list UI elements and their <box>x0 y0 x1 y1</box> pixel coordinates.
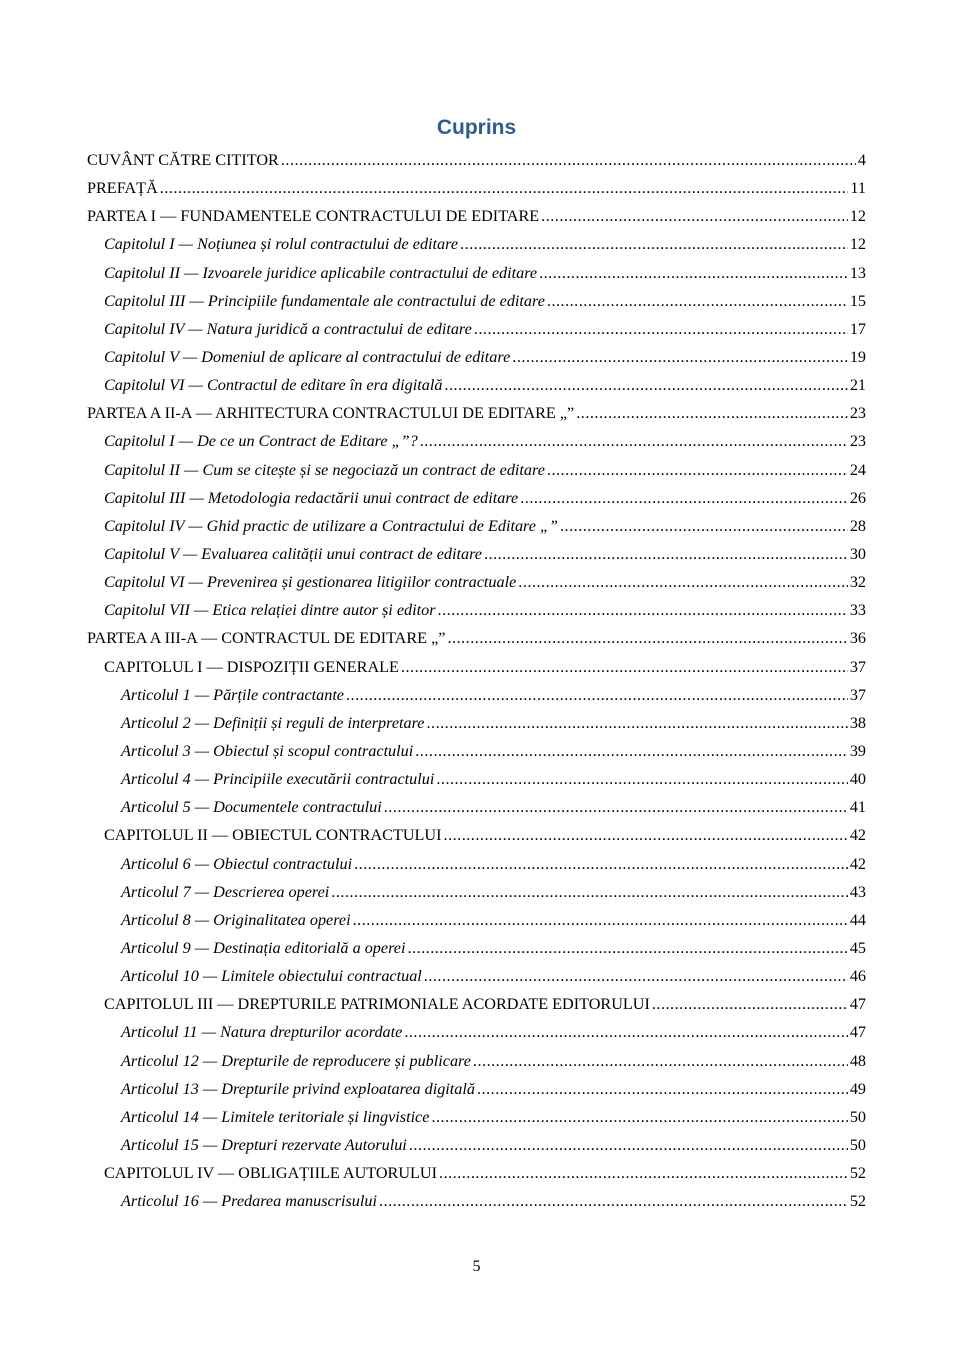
toc-dot-leader <box>407 934 847 962</box>
toc-entry-label: PARTEA A II-A — ARHITECTURA CONTRACTULUI DE EDITARE „” <box>87 404 575 423</box>
toc-entry[interactable] <box>87 1159 866 1187</box>
toc-entry-page: 30 <box>849 544 866 563</box>
toc-dot-leader <box>484 540 848 568</box>
toc-entry-label: Articolul 4 — Principiile executării contractului <box>121 770 435 789</box>
toc-entry-label: Articolul 16 — Predarea manuscrisului <box>121 1192 377 1211</box>
toc-entry-label: CAPITOLUL III — DREPTURILE PATRIMONIALE ACORDATE EDITORULUI <box>104 995 650 1014</box>
toc-entry-page: 36 <box>849 629 866 648</box>
toc-entry-label: Capitolul VI — Prevenirea și gestionarea litigiilor contractuale <box>104 573 517 592</box>
toc-dot-leader <box>420 427 848 455</box>
toc-entry-page: 26 <box>849 488 866 507</box>
toc-entry-label: Articolul 7 — Descrierea operei <box>121 882 330 901</box>
table-of-contents <box>87 146 866 1215</box>
toc-entry-label: Capitolul V — Evaluarea calității unui contract de editare <box>104 544 482 563</box>
toc-dot-leader <box>409 1131 848 1159</box>
toc-entry-page: 40 <box>849 770 866 789</box>
toc-entry-page: 33 <box>849 601 866 620</box>
toc-entry-label: CAPITOLUL II — OBIECTUL CONTRACTULUI <box>104 826 442 845</box>
toc-dot-leader <box>401 653 848 681</box>
toc-entry-page: 42 <box>849 826 866 845</box>
toc-dot-leader <box>331 878 848 906</box>
toc-entry-label: CUVÂNT CĂTRE CITITOR <box>87 151 279 169</box>
toc-entry[interactable] <box>87 540 866 568</box>
toc-entry[interactable] <box>87 850 866 878</box>
toc-entry-page: 50 <box>849 1107 866 1126</box>
toc-entry[interactable] <box>87 1047 866 1075</box>
toc-entry[interactable] <box>87 427 866 455</box>
toc-entry-page: 52 <box>849 1164 866 1183</box>
toc-entry-page: 39 <box>849 741 866 760</box>
page-number: 5 <box>472 1258 481 1275</box>
toc-entry[interactable] <box>87 793 866 821</box>
toc-dot-leader <box>460 230 848 258</box>
toc-dot-leader <box>439 1159 848 1187</box>
toc-entry[interactable] <box>87 1075 866 1103</box>
toc-entry-page: 38 <box>849 713 866 732</box>
toc-entry-page: 15 <box>849 291 866 310</box>
toc-entry[interactable] <box>87 315 866 343</box>
toc-entry-label: Articolul 2 — Definiții și reguli de interpretare <box>121 713 425 732</box>
toc-dot-leader <box>473 1047 848 1075</box>
toc-dot-leader <box>426 709 847 737</box>
toc-dot-leader <box>353 906 848 934</box>
toc-entry-page: 47 <box>849 995 866 1014</box>
toc-entry[interactable] <box>87 230 866 258</box>
toc-entry-label: Articolul 8 — Originalitatea operei <box>121 910 351 929</box>
toc-dot-leader <box>444 371 847 399</box>
toc-entry-page: 50 <box>849 1135 866 1154</box>
toc-dot-leader <box>512 343 848 371</box>
toc-entry-page: 21 <box>849 376 866 395</box>
toc-entry-label: Capitolul II — Cum se citește și se negociază un contract de editare <box>104 460 545 479</box>
toc-entry-page: 37 <box>849 685 866 704</box>
toc-entry-page: 24 <box>849 460 866 479</box>
toc-entry[interactable] <box>87 709 866 737</box>
toc-entry-page: 19 <box>849 347 866 366</box>
toc-entry-page: 12 <box>849 207 866 226</box>
toc-entry[interactable] <box>87 484 866 512</box>
toc-dot-leader <box>438 596 848 624</box>
toc-entry-page: 43 <box>849 882 866 901</box>
toc-dot-leader <box>541 202 848 230</box>
toc-dot-leader <box>652 990 848 1018</box>
toc-dot-leader <box>424 962 848 990</box>
toc-entry[interactable] <box>87 174 866 202</box>
toc-entry-label: Capitolul III — Metodologia redactării unui contract de editare <box>104 488 519 507</box>
toc-dot-leader <box>404 1018 847 1046</box>
toc-entry-page: 46 <box>849 967 866 986</box>
toc-entry[interactable] <box>87 1103 866 1131</box>
toc-entry-label: PREFAȚĂ <box>87 179 158 198</box>
toc-entry[interactable] <box>87 512 866 540</box>
toc-entry-page: 52 <box>849 1192 866 1211</box>
toc-entry-label: Articolul 10 — Limitele obiectului contractual <box>121 967 422 986</box>
toc-entry-label: CAPITOLUL IV — OBLIGAȚIILE AUTORULUI <box>104 1164 438 1183</box>
toc-entry-label: Capitolul I — De ce un Contract de Editare „”? <box>104 432 418 451</box>
toc-dot-leader <box>474 315 848 343</box>
toc-entry-label: PARTEA A III-A — CONTRACTUL DE EDITARE „” <box>87 629 446 648</box>
toc-dot-leader <box>547 287 848 315</box>
toc-entry-page: 47 <box>849 1023 866 1042</box>
toc-entry-label: Articolul 14 — Limitele teritoriale și lingvistice <box>121 1107 430 1126</box>
toc-entry[interactable] <box>87 371 866 399</box>
toc-dot-leader <box>447 624 847 652</box>
toc-entry[interactable] <box>87 259 866 287</box>
toc-entry-page: 45 <box>849 938 866 957</box>
toc-entry[interactable] <box>87 653 866 681</box>
toc-entry-label: Capitolul VII — Etica relației dintre autor și editor <box>104 601 436 620</box>
toc-entry[interactable] <box>87 1131 866 1159</box>
toc-dot-leader <box>415 737 848 765</box>
toc-entry-page: 44 <box>849 910 866 929</box>
toc-entry[interactable] <box>87 202 866 230</box>
toc-entry-label: Articolul 9 — Destinația editorială a operei <box>121 938 406 957</box>
toc-dot-leader <box>431 1103 847 1131</box>
toc-entry-label: Articolul 13 — Drepturile privind exploatarea digitală <box>121 1079 475 1098</box>
toc-dot-leader <box>518 568 848 596</box>
toc-entry-label: Capitolul V — Domeniul de aplicare al contractului de editare <box>104 347 511 366</box>
toc-entry-label: Articolul 5 — Documentele contractului <box>121 798 382 817</box>
toc-dot-leader <box>576 399 848 427</box>
toc-dot-leader <box>477 1075 848 1103</box>
toc-entry[interactable] <box>87 878 866 906</box>
toc-dot-leader <box>539 259 848 287</box>
toc-entry-label: Capitolul III — Principiile fundamentale ale contractului de editare <box>104 291 545 310</box>
toc-entry-page: 12 <box>849 235 866 254</box>
toc-entry-label: Articolul 1 — Părțile contractante <box>121 685 344 704</box>
toc-entry-label: Articolul 15 — Drepturi rezervate Autorului <box>121 1135 407 1154</box>
toc-entry-page: 13 <box>849 263 866 282</box>
toc-entry[interactable] <box>87 456 866 484</box>
toc-entry-label: Articolul 11 — Natura drepturilor acordate <box>121 1023 403 1042</box>
toc-entry[interactable] <box>87 681 866 709</box>
toc-entry-page: 28 <box>849 516 866 535</box>
toc-dot-leader <box>520 484 848 512</box>
toc-entry-label: Capitolul II — Izvoarele juridice aplicabile contractului de editare <box>104 263 538 282</box>
toc-entry[interactable] <box>87 737 866 765</box>
toc-entry-label: Capitolul IV — Natura juridică a contractului de editare <box>104 319 472 338</box>
toc-entry-page: 42 <box>849 854 866 873</box>
toc-dot-leader <box>346 681 848 709</box>
toc-dot-leader <box>281 146 856 174</box>
toc-entry[interactable] <box>87 962 866 990</box>
toc-entry-label: Capitolul I — Noțiunea și rolul contractului de editare <box>104 235 459 254</box>
toc-dot-leader <box>379 1187 848 1215</box>
toc-entry-page: 37 <box>849 657 866 676</box>
toc-entry[interactable] <box>87 287 866 315</box>
toc-dot-leader <box>160 174 849 202</box>
toc-entry-page: 23 <box>849 432 866 451</box>
toc-entry-page: 48 <box>849 1051 866 1070</box>
toc-entry[interactable] <box>87 934 866 962</box>
toc-entry[interactable] <box>87 399 866 427</box>
toc-dot-leader <box>444 821 848 849</box>
toc-entry-label: CAPITOLUL I — DISPOZIȚII GENERALE <box>104 657 399 676</box>
toc-entry[interactable] <box>87 1187 866 1215</box>
toc-entry[interactable] <box>87 146 866 174</box>
toc-entry-page: 49 <box>849 1079 866 1098</box>
toc-entry[interactable] <box>87 990 866 1018</box>
toc-dot-leader <box>354 850 848 878</box>
toc-entry-label: Articolul 6 — Obiectul contractului <box>121 854 353 873</box>
toc-dot-leader <box>436 765 847 793</box>
toc-entry[interactable] <box>87 1018 866 1046</box>
toc-entry[interactable] <box>87 596 866 624</box>
toc-entry-label: Capitolul IV — Ghid practic de utilizare a Contractului de Editare „” <box>104 516 558 535</box>
toc-entry[interactable] <box>87 821 866 849</box>
toc-entry[interactable] <box>87 568 866 596</box>
toc-entry[interactable] <box>87 765 866 793</box>
page-title: Cuprins <box>436 116 517 139</box>
toc-dot-leader <box>384 793 848 821</box>
toc-entry[interactable] <box>87 624 866 652</box>
toc-entry[interactable] <box>87 906 866 934</box>
toc-entry-page: 4 <box>857 151 866 169</box>
toc-dot-leader <box>547 456 848 484</box>
toc-entry-label: PARTEA I — FUNDAMENTELE CONTRACTULUI DE EDITARE <box>87 207 540 226</box>
toc-entry-page: 23 <box>849 404 866 423</box>
toc-entry-page: 11 <box>850 179 866 198</box>
toc-entry-page: 32 <box>849 573 866 592</box>
toc-entry-label: Articolul 12 — Drepturile de reproducere și publicare <box>121 1051 471 1070</box>
toc-entry-label: Capitolul VI — Contractul de editare în era digitală <box>104 376 443 395</box>
toc-entry-page: 41 <box>849 798 866 817</box>
toc-dot-leader <box>560 512 848 540</box>
toc-entry-page: 17 <box>849 319 866 338</box>
toc-entry[interactable] <box>87 343 866 371</box>
toc-entry-label: Articolul 3 — Obiectul și scopul contractului <box>121 741 414 760</box>
